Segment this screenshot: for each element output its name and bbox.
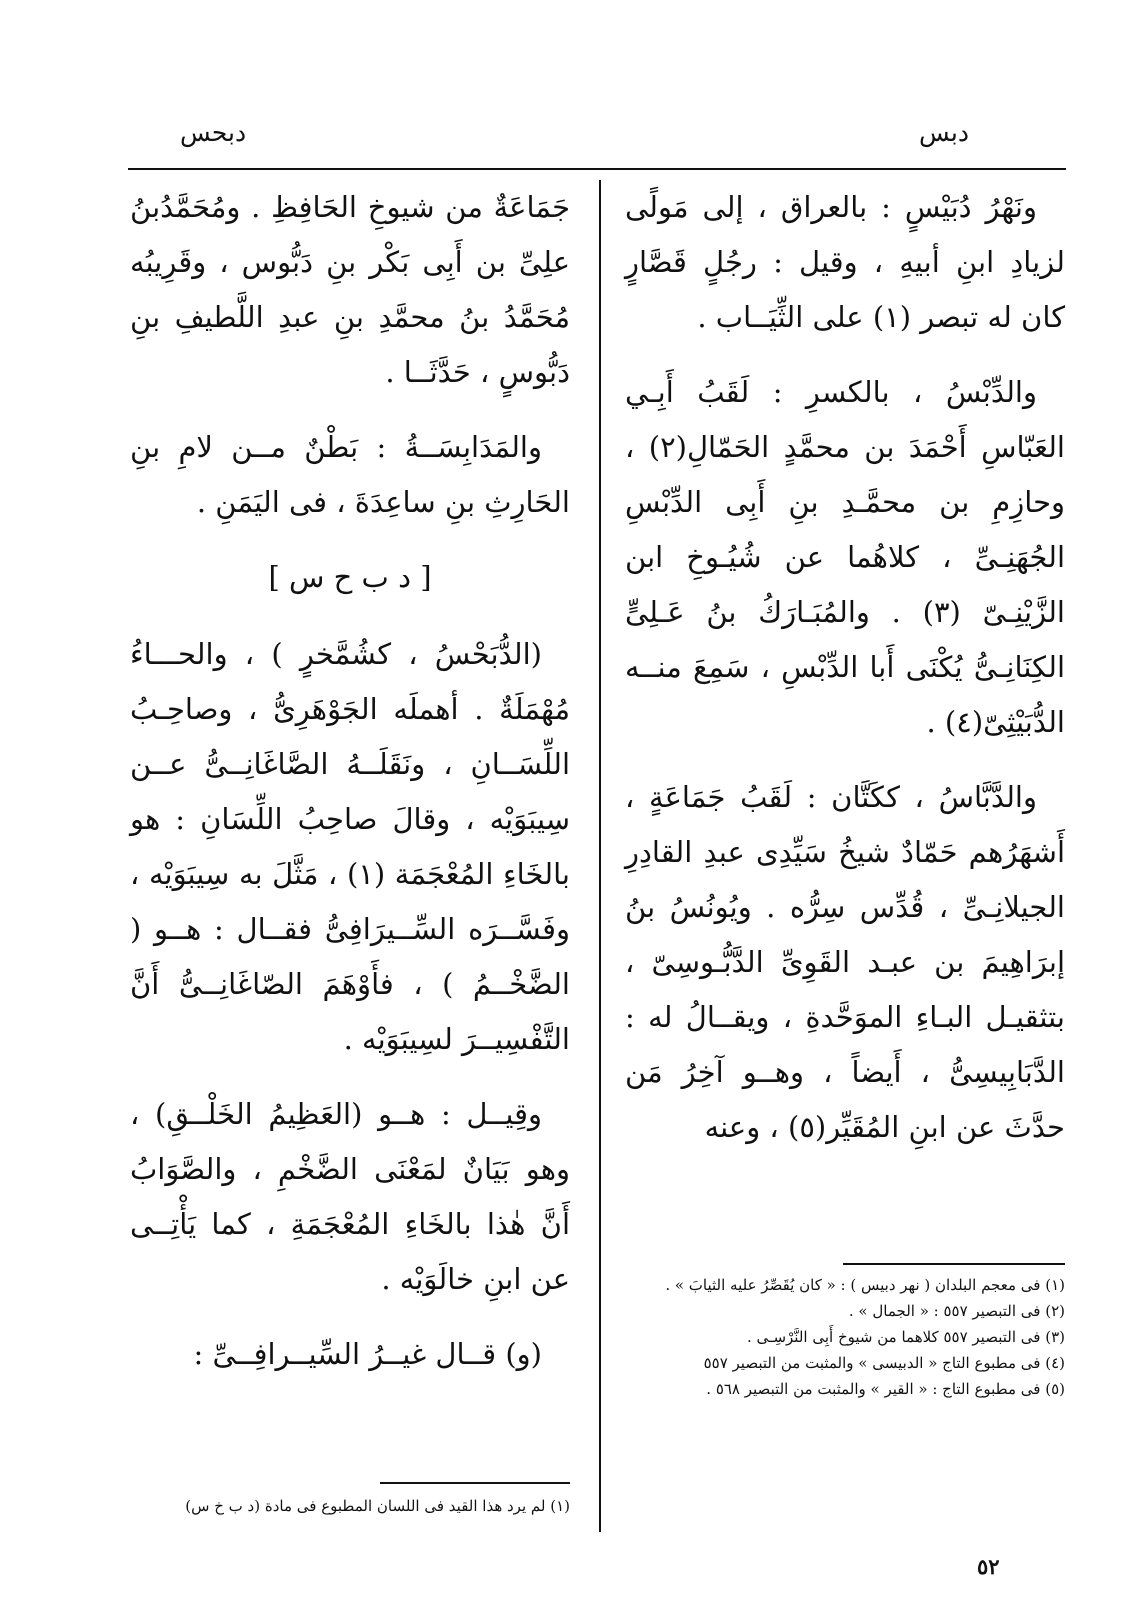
footnote: (١) لم يرد هذا القيد فى اللسان المطبوع فى مادة (د ب خ س)	[185, 1497, 570, 1515]
running-header-left: دبحس	[180, 118, 247, 147]
footnotes-left	[130, 1493, 570, 1519]
running-header-right: دبس	[919, 118, 969, 147]
entry-paragraph: (و) قــال غيــرُ السِّيــرافِــىِّ :	[193, 1337, 542, 1371]
footnote: (٢) فى التبصير ٥٥٧ : « الجمال » .	[848, 1302, 1065, 1320]
entry-paragraph: والدِّبْسُ ، بالكسرِ : لَقَبُ أَبِـي العَبّاسِ أَحْمَدَ بن محمَّدٍ الحَمّالِ(٢) ، وحازِمِ بن محمَّـدِ بنِ أَبِى الدِّبْسِ الجُهَنِـىِّ ، كلاهُما عن شُيُـوخِ ابن الزَّيْنِـىّ (٣) . والمُبَـارَكُ بنُ عَـلِىٍّ الكِنَانِـىُّ يُكْنَى أَبا الدِّبْسِ ، سَمِعَ منــه الدُّبَيْثِىّ(٤) .	[625, 375, 1065, 739]
column-divider	[599, 180, 601, 1532]
footnote-rule-left	[380, 1482, 570, 1484]
entry-paragraph: والمَدَابِسَــةُ : بَطْنٌ مــن لامِ بنِ الحَارِثِ بنِ ساعِدَةَ ، فى اليَمَنِ .	[130, 430, 570, 519]
footnote-rule-right	[843, 1263, 1065, 1265]
entry-paragraph: والدَّبَّاسُ ، ككَتَّان : لَقَبُ جَمَاعَةٍ ، أَشهَرُهم حَمّادٌ شيخُ سَيِّدِى عبدِ القادِرِ الجيلانِـىِّ ، قُدِّس سِرُّه . ويُونُسُ بنُ إبرَاهِيمَ بن عبـد القَوِىِّ الدَّبُّـوسِىّ ، بتثقيـل البـاءِ الموَحَّدةِ ، ويقــالُ له : الدَّبَابِيسِىُّ ، أَيضاً ، وهــو آخِرُ مَن حدَّثَ عن ابنِ المُقَيِّر(٥) ، وعنه	[625, 780, 1065, 1144]
header-rule	[128, 168, 1066, 170]
page-number: ٥٢	[977, 1554, 1000, 1579]
footnotes-right	[625, 1272, 1065, 1402]
footnote: (٥) فى مطبوع التاج : « القير » والمثبت من التبصير ٥٦٨ .	[706, 1380, 1065, 1398]
entry-paragraph: (الدُّبَحْسُ ، كشُمَّخرٍ ) ، والحـــاءُ مُهْمَلَةٌ . أهملَه الجَوْهَرِىُّ ، وصاحِـبُ اللِّسَــانِ ، ونَقَلَــهُ الصَّاغَانِــىُّ عــن سِيبَوَيْه ، وقالَ صاحِبُ اللِّسَانِ : هو بالخَاءِ المُعْجَمَة (١) ، مَثَّلَ به سِيبَوَيْه ، وفَسَّــرَه السِّــيرَافِىُّ فقــال : هــو ( الضَّخْــمُ ) ، فأَوْهَمَ الصّاغَانِــىُّ أَنَّ التَّفْسِيــرَ لسِيبَوَيْه .	[130, 637, 570, 1056]
entry-paragraph: جَمَاعَةٌ من شيوخِ الحَافِظِ . ومُحَمَّدُبنُ علِىِّ بن أَبِى بَكْر بنِ دَبُّوس ، وقَرِيبُه مُحَمَّدُ بنُ محمَّدِ بنِ عبدِ اللَّطيفِ بنِ دَبُّوسٍ ، حَدَّثَــا .	[130, 190, 570, 389]
entry-paragraph: ونَهْرُ دُبَيْسٍ : بالعراق ، إلى مَولًى لزيادِ ابنِ أبيهِ ، وقيل : رجُلٍ قَصَّارٍ كان له تبصر (١) على الثِّيَــاب .	[625, 190, 1065, 334]
right-column	[625, 180, 1065, 1175]
root-heading: [ د ب ح س ]	[268, 560, 432, 594]
footnote: (١) فى معجم البلدان ( نهر دبيس ) : « كان يُقَصِّرُ عليه الثيابَ » .	[665, 1276, 1065, 1294]
footnote: (٣) فى التبصير ٥٥٧ كلاهما من شيوخ أَبِى النَّرْسِـى .	[747, 1328, 1065, 1346]
footnote: (٤) فى مطبوع التاج « الدبيسى » والمثبت من التبصير ٥٥٧	[703, 1354, 1065, 1372]
left-column	[130, 180, 570, 1402]
entry-paragraph: وقِيــل : هــو (العَظِيمُ الخَلْــقِ) ، وهو بَيَانٌ لمَعْنَى الضَّخْمِ ، والصَّوَابُ أَنَّ هٰذا بالخَاءِ المُعْجَمَةِ ، كما يَأْتِــى عن ابنِ خالَوَيْه .	[130, 1097, 570, 1296]
